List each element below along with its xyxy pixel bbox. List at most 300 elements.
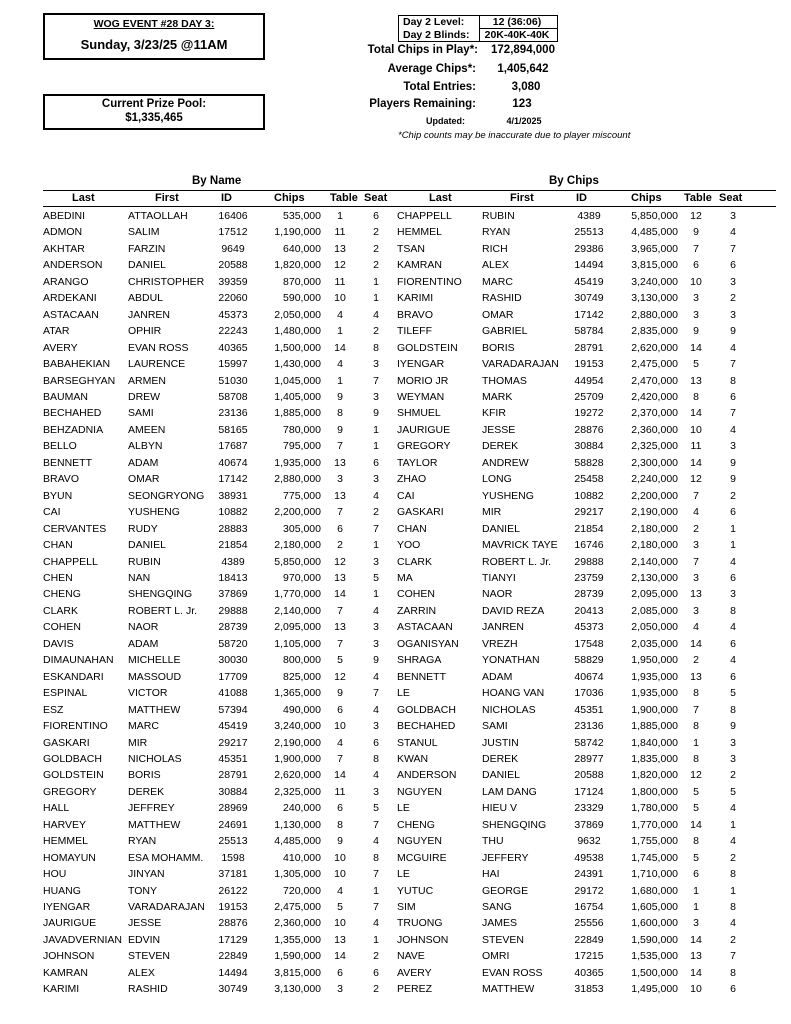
first-name-cell: YUSHENG <box>482 489 534 502</box>
chips-cell: 2,050,000 <box>631 621 678 634</box>
table-row <box>43 389 393 405</box>
table-number-cell: 12 <box>334 259 346 272</box>
table-number-cell: 13 <box>334 571 346 584</box>
table-number-cell: 14 <box>334 950 346 963</box>
player-id-cell: 19272 <box>574 407 604 420</box>
player-id-cell: 45419 <box>218 720 248 733</box>
first-name-cell: AMEEN <box>128 423 166 436</box>
table-row <box>43 438 393 454</box>
chips-cell: 2,620,000 <box>631 341 678 354</box>
table-number-cell: 4 <box>693 621 699 634</box>
event-title: WOG EVENT #28 DAY 3: <box>93 18 215 30</box>
table-row <box>397 455 752 471</box>
player-id-cell: 25513 <box>218 835 248 848</box>
first-name-cell: SANG <box>482 901 512 914</box>
last-name-cell: ARDEKANI <box>43 292 97 305</box>
player-id-cell: 58829 <box>574 654 604 667</box>
chips-cell: 3,240,000 <box>631 275 678 288</box>
level-value: 12 (36:06) <box>492 16 542 28</box>
last-name-cell: ZARRIN <box>397 604 437 617</box>
col-id: ID <box>221 192 232 204</box>
seat-number-cell: 3 <box>373 390 379 403</box>
seat-number-cell: 4 <box>373 604 379 617</box>
table-row <box>397 735 752 751</box>
last-name-cell: BABAHEKIAN <box>43 358 111 371</box>
seat-number-cell: 2 <box>730 769 736 782</box>
seat-number-cell: 6 <box>373 966 379 979</box>
table-number-cell: 4 <box>337 358 343 371</box>
first-name-cell: MAVRICK TAYE <box>482 539 558 552</box>
chips-cell: 1,405,000 <box>274 390 321 403</box>
chips-cell: 825,000 <box>283 670 321 683</box>
first-name-cell: RYAN <box>128 835 157 848</box>
seat-number-cell: 3 <box>373 637 379 650</box>
last-name-cell: CHENG <box>43 588 81 601</box>
table-number-cell: 1 <box>693 884 699 897</box>
table-number-cell: 5 <box>337 901 343 914</box>
player-id-cell: 22060 <box>218 292 248 305</box>
player-id-cell: 17709 <box>218 670 248 683</box>
table-row <box>397 718 752 734</box>
seat-number-cell: 6 <box>730 637 736 650</box>
prize-pool-box <box>43 94 265 130</box>
last-name-cell: CAI <box>397 489 415 502</box>
seat-number-cell: 7 <box>373 687 379 700</box>
table-row <box>397 948 752 964</box>
first-name-cell: ROBERT L. Jr. <box>482 555 552 568</box>
table-row <box>397 603 752 619</box>
first-name-cell: EVAN ROSS <box>128 341 189 354</box>
chips-cell: 2,835,000 <box>631 325 678 338</box>
table-number-cell: 11 <box>334 275 346 288</box>
table-row <box>397 274 752 290</box>
table-row <box>43 405 393 421</box>
chips-cell: 2,880,000 <box>631 308 678 321</box>
chips-cell: 1,605,000 <box>631 901 678 914</box>
first-name-cell: ARMEN <box>128 374 166 387</box>
player-id-cell: 25458 <box>574 473 604 486</box>
col-last: Last <box>429 192 452 204</box>
last-name-cell: ASTACAAN <box>397 621 453 634</box>
first-name-cell: MATTHEW <box>128 703 181 716</box>
table-row <box>43 373 393 389</box>
table-row <box>397 932 752 948</box>
table-row <box>43 866 393 882</box>
table-number-cell: 1 <box>693 901 699 914</box>
player-id-cell: 17036 <box>574 687 604 700</box>
table-row <box>43 340 393 356</box>
chips-cell: 2,200,000 <box>274 506 321 519</box>
last-name-cell: PEREZ <box>397 983 433 996</box>
last-name-cell: CERVANTES <box>43 522 107 535</box>
table-row <box>43 307 393 323</box>
table-row <box>397 981 752 997</box>
table-number-cell: 13 <box>690 950 702 963</box>
seat-number-cell: 2 <box>730 292 736 305</box>
seat-number-cell: 7 <box>730 407 736 420</box>
table-number-cell: 9 <box>693 226 699 239</box>
table-number-cell: 3 <box>337 983 343 996</box>
player-id-cell: 30749 <box>218 983 248 996</box>
chips-cell: 1,355,000 <box>274 933 321 946</box>
col-last: Last <box>72 192 95 204</box>
seat-number-cell: 8 <box>373 341 379 354</box>
player-id-cell: 18413 <box>218 571 248 584</box>
seat-number-cell: 3 <box>373 785 379 798</box>
chips-cell: 775,000 <box>283 489 321 502</box>
table-row <box>397 438 752 454</box>
seat-number-cell: 4 <box>373 670 379 683</box>
chips-cell: 1,600,000 <box>631 917 678 930</box>
table-row <box>397 850 752 866</box>
chips-cell: 2,095,000 <box>631 588 678 601</box>
table-row <box>43 817 393 833</box>
player-id-cell: 45373 <box>574 621 604 634</box>
chips-cell: 1,590,000 <box>274 950 321 963</box>
seat-number-cell: 6 <box>730 670 736 683</box>
chips-cell: 1,820,000 <box>274 259 321 272</box>
table-row <box>397 488 752 504</box>
table-number-cell: 14 <box>334 769 346 782</box>
seat-number-cell: 4 <box>730 917 736 930</box>
first-name-cell: SALIM <box>128 226 160 239</box>
last-name-cell: NGUYEN <box>397 785 442 798</box>
first-name-cell: BORIS <box>128 769 161 782</box>
player-id-cell: 4389 <box>221 555 245 568</box>
player-id-cell: 58165 <box>218 423 248 436</box>
table-number-cell: 5 <box>337 654 343 667</box>
first-name-cell: FARZIN <box>128 242 166 255</box>
blinds-label: Day 2 Blinds: <box>403 29 470 41</box>
player-id-cell: 23759 <box>574 571 604 584</box>
player-id-cell: 29386 <box>574 242 604 255</box>
player-id-cell: 41088 <box>218 687 248 700</box>
last-name-cell: ZHAO <box>397 473 427 486</box>
chips-cell: 4,485,000 <box>274 835 321 848</box>
seat-number-cell: 2 <box>730 489 736 502</box>
seat-number-cell: 1 <box>730 884 736 897</box>
table-row <box>43 208 393 224</box>
chips-cell: 1,500,000 <box>631 966 678 979</box>
table-number-cell: 3 <box>693 571 699 584</box>
first-name-cell: DAVID REZA <box>482 604 545 617</box>
player-id-cell: 22849 <box>218 950 248 963</box>
table-row <box>43 257 393 273</box>
table-row <box>397 323 752 339</box>
player-id-cell: 17215 <box>574 950 604 963</box>
player-id-cell: 17129 <box>218 933 248 946</box>
table-row <box>43 570 393 586</box>
player-id-cell: 45351 <box>218 752 248 765</box>
seat-number-cell: 3 <box>373 555 379 568</box>
player-id-cell: 14494 <box>218 966 248 979</box>
table-number-cell: 1 <box>337 374 343 387</box>
chips-cell: 2,140,000 <box>274 604 321 617</box>
table-row <box>397 883 752 899</box>
chips-cell: 1,900,000 <box>274 752 321 765</box>
first-name-cell: DANIEL <box>128 539 166 552</box>
player-id-cell: 40674 <box>574 670 604 683</box>
players-remaining-label: Players Remaining: <box>369 98 476 110</box>
col-seat: Seat <box>364 192 388 204</box>
seat-number-cell: 4 <box>730 654 736 667</box>
chips-cell: 1,190,000 <box>274 226 321 239</box>
last-name-cell: HALL <box>43 802 70 815</box>
player-id-cell: 28883 <box>218 522 248 535</box>
first-name-cell: OMAR <box>128 473 160 486</box>
table-number-cell: 3 <box>693 308 699 321</box>
seat-number-cell: 4 <box>730 802 736 815</box>
table-number-cell: 14 <box>690 818 702 831</box>
table-number-cell: 5 <box>693 802 699 815</box>
table-row <box>43 932 393 948</box>
first-name-cell: CHRISTOPHER <box>128 275 205 288</box>
first-name-cell: ALEX <box>482 259 509 272</box>
chips-cell: 2,370,000 <box>631 407 678 420</box>
chips-cell: 535,000 <box>283 210 321 222</box>
table-number-cell: 10 <box>690 983 702 996</box>
first-name-cell: ESA MOHAMM. <box>128 851 204 864</box>
seat-number-cell: 5 <box>730 687 736 700</box>
table-number-cell: 13 <box>690 670 702 683</box>
table-row <box>397 307 752 323</box>
table-row <box>43 685 393 701</box>
chips-cell: 2,360,000 <box>274 917 321 930</box>
player-id-cell: 16754 <box>574 901 604 914</box>
table-number-cell: 7 <box>337 604 343 617</box>
table-number-cell: 13 <box>334 933 346 946</box>
table-number-cell: 4 <box>337 884 343 897</box>
chips-cell: 2,180,000 <box>631 539 678 552</box>
table-number-cell: 2 <box>693 654 699 667</box>
table-row <box>397 833 752 849</box>
seat-number-cell: 7 <box>373 868 379 881</box>
last-name-cell: AVERY <box>43 341 78 354</box>
chips-cell: 2,130,000 <box>631 571 678 584</box>
player-id-cell: 14494 <box>574 259 604 272</box>
last-name-cell: HEMMEL <box>43 835 88 848</box>
seat-number-cell: 3 <box>730 275 736 288</box>
seat-number-cell: 2 <box>730 933 736 946</box>
last-name-cell: CHAN <box>43 539 73 552</box>
table-number-cell: 7 <box>337 440 343 453</box>
chips-cell: 1,935,000 <box>274 456 321 469</box>
chips-cell: 1,305,000 <box>274 868 321 881</box>
table-row <box>43 965 393 981</box>
table-number-cell: 11 <box>334 785 346 798</box>
col-first: First <box>155 192 179 204</box>
seat-number-cell: 1 <box>373 275 379 288</box>
table-number-cell: 3 <box>337 473 343 486</box>
prize-pool-value: $1,335,465 <box>125 112 183 124</box>
chip-count-note: *Chip counts may be inaccurate due to player miscount <box>398 130 631 141</box>
first-name-cell: MARK <box>482 390 513 403</box>
player-id-cell: 17548 <box>574 637 604 650</box>
table-number-cell: 2 <box>693 522 699 535</box>
table-number-cell: 10 <box>690 423 702 436</box>
chips-cell: 5,850,000 <box>631 210 678 222</box>
last-name-cell: FIORENTINO <box>397 275 462 288</box>
seat-number-cell: 1 <box>373 539 379 552</box>
table-number-cell: 12 <box>690 473 702 486</box>
table-number-cell: 6 <box>693 259 699 272</box>
last-name-cell: KAMRAN <box>397 259 442 272</box>
table-row <box>43 751 393 767</box>
player-id-cell: 21854 <box>574 522 604 535</box>
table-number-cell: 5 <box>693 358 699 371</box>
last-name-cell: TSAN <box>397 242 426 255</box>
first-name-cell: ADAM <box>128 456 159 469</box>
seat-number-cell: 7 <box>373 522 379 535</box>
table-row <box>43 521 393 537</box>
last-name-cell: BARSEGHYAN <box>43 374 116 387</box>
total-chips-label: Total Chips in Play*: <box>367 44 478 56</box>
col-table: Table <box>330 192 358 204</box>
table-number-cell: 7 <box>337 637 343 650</box>
player-id-cell: 30884 <box>574 440 604 453</box>
table-number-cell: 12 <box>334 555 346 568</box>
player-id-cell: 30749 <box>574 292 604 305</box>
seat-number-cell: 9 <box>730 325 736 338</box>
table-number-cell: 12 <box>690 769 702 782</box>
chips-cell: 1,780,000 <box>631 802 678 815</box>
table-row <box>43 899 393 915</box>
player-id-cell: 44954 <box>574 374 604 387</box>
last-name-cell: ASTACAAN <box>43 308 99 321</box>
table-row <box>43 850 393 866</box>
table-number-cell: 13 <box>334 456 346 469</box>
first-name-cell: RASHID <box>482 292 522 305</box>
table-row <box>397 356 752 372</box>
last-name-cell: WEYMAN <box>397 390 445 403</box>
seat-number-cell: 8 <box>730 374 736 387</box>
seat-number-cell: 4 <box>730 621 736 634</box>
first-name-cell: ANDREW <box>482 456 529 469</box>
first-name-cell: LONG <box>482 473 512 486</box>
table-number-cell: 3 <box>693 539 699 552</box>
seat-number-cell: 1 <box>730 522 736 535</box>
seat-number-cell: 4 <box>373 703 379 716</box>
table-row <box>397 619 752 635</box>
first-name-cell: HIEU V <box>482 802 518 815</box>
last-name-cell: HARVEY <box>43 818 86 831</box>
table-row <box>397 915 752 931</box>
seat-number-cell: 1 <box>373 423 379 436</box>
table-number-cell: 13 <box>334 489 346 502</box>
player-id-cell: 28791 <box>218 769 248 782</box>
table-row <box>43 455 393 471</box>
table-number-cell: 10 <box>334 868 346 881</box>
updated-value: 4/1/2025 <box>506 116 542 126</box>
table-number-cell: 7 <box>337 506 343 519</box>
first-name-cell: YUSHENG <box>128 506 180 519</box>
player-id-cell: 17124 <box>574 785 604 798</box>
chips-cell: 5,850,000 <box>274 555 321 568</box>
player-id-cell: 51030 <box>218 374 248 387</box>
seat-number-cell: 3 <box>373 473 379 486</box>
seat-number-cell: 6 <box>730 390 736 403</box>
first-name-cell: MASSOUD <box>128 670 182 683</box>
seat-number-cell: 6 <box>373 210 379 222</box>
table-row <box>397 817 752 833</box>
last-name-cell: KARIMI <box>397 292 434 305</box>
first-name-cell: RUDY <box>128 522 158 535</box>
table-row <box>397 340 752 356</box>
table-number-cell: 9 <box>337 835 343 848</box>
first-name-cell: OPHIR <box>128 325 162 338</box>
last-name-cell: ESKANDARI <box>43 670 104 683</box>
player-id-cell: 49538 <box>574 851 604 864</box>
player-id-cell: 17142 <box>218 473 248 486</box>
first-name-cell: EVAN ROSS <box>482 966 543 979</box>
last-name-cell: TRUONG <box>397 917 443 930</box>
table-number-cell: 13 <box>334 242 346 255</box>
table-number-cell: 14 <box>690 933 702 946</box>
player-id-cell: 28876 <box>218 917 248 930</box>
chips-cell: 1,950,000 <box>631 654 678 667</box>
table-number-cell: 3 <box>693 917 699 930</box>
seat-number-cell: 4 <box>730 555 736 568</box>
first-name-cell: ROBERT L. Jr. <box>128 604 198 617</box>
last-name-cell: DAVIS <box>43 637 74 650</box>
chips-cell: 1,500,000 <box>274 341 321 354</box>
player-id-cell: 31853 <box>574 983 604 996</box>
chips-cell: 3,130,000 <box>631 292 678 305</box>
table-number-cell: 6 <box>337 966 343 979</box>
seat-number-cell: 9 <box>373 654 379 667</box>
column-header-rule <box>43 206 776 207</box>
table-row <box>397 767 752 783</box>
chips-cell: 1,105,000 <box>274 637 321 650</box>
first-name-cell: TONY <box>128 884 157 897</box>
first-name-cell: OMRI <box>482 950 510 963</box>
seat-number-cell: 6 <box>373 736 379 749</box>
last-name-cell: BRAVO <box>43 473 79 486</box>
last-name-cell: OGANISYAN <box>397 637 459 650</box>
player-id-cell: 40365 <box>574 966 604 979</box>
player-id-cell: 24691 <box>218 818 248 831</box>
seat-number-cell: 8 <box>730 604 736 617</box>
table-row <box>43 290 393 306</box>
seat-number-cell: 2 <box>730 851 736 864</box>
first-name-cell: DEREK <box>482 752 519 765</box>
table-number-cell: 12 <box>690 210 702 222</box>
chips-cell: 2,880,000 <box>274 473 321 486</box>
chips-cell: 2,325,000 <box>274 785 321 798</box>
seat-number-cell: 7 <box>730 242 736 255</box>
first-name-cell: RICH <box>482 242 508 255</box>
chips-cell: 1,885,000 <box>274 407 321 420</box>
last-name-cell: YOO <box>397 539 421 552</box>
table-row <box>397 751 752 767</box>
chips-cell: 4,485,000 <box>631 226 678 239</box>
table-row <box>43 767 393 783</box>
first-name-cell: JEFFREY <box>128 802 175 815</box>
table-row <box>43 471 393 487</box>
player-id-cell: 23329 <box>574 802 604 815</box>
table-row <box>397 521 752 537</box>
by-name-table <box>43 208 393 998</box>
last-name-cell: HOU <box>43 868 67 881</box>
table-row <box>397 389 752 405</box>
last-name-cell: CHAPPELL <box>43 555 98 568</box>
player-id-cell: 16406 <box>218 210 248 222</box>
first-name-cell: EDVIN <box>128 933 161 946</box>
seat-number-cell: 3 <box>730 440 736 453</box>
player-id-cell: 20588 <box>574 769 604 782</box>
col-id: ID <box>576 192 587 204</box>
level-box <box>398 15 558 42</box>
